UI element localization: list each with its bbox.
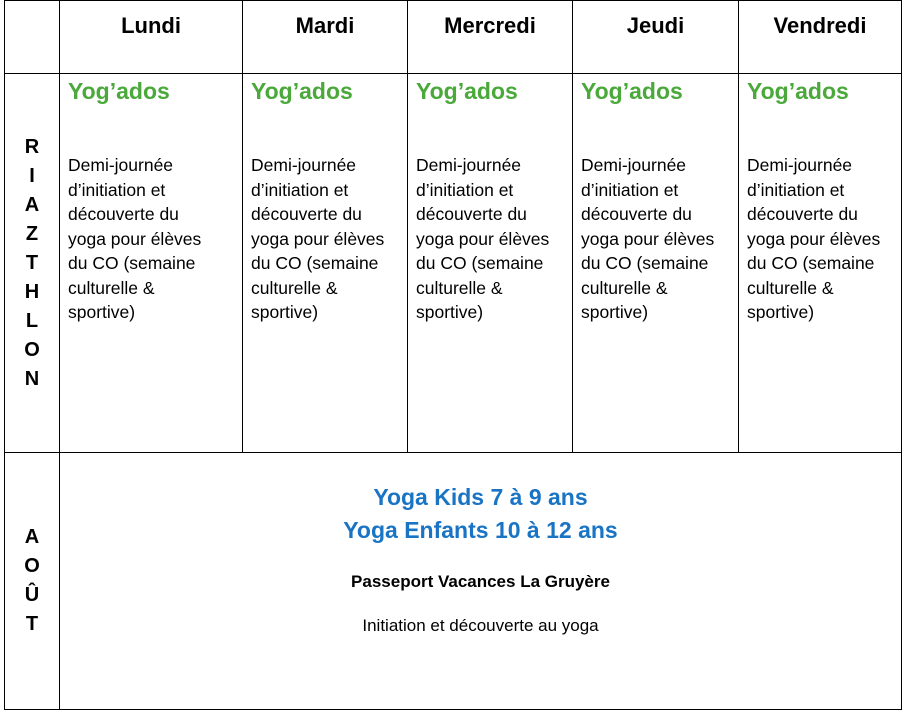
description-line: culturelle & [251,277,338,298]
day-label: Vendredi [773,13,867,38]
corner-cell [5,1,60,74]
description-line: découverte du [68,204,179,224]
day-label: Jeudi [626,13,685,38]
day-label: Mardi [295,13,355,38]
row-label-letter: L [25,309,39,332]
description-line: culturelle & [747,277,834,298]
aout-content-cell [60,453,902,710]
description-line: sportive) [747,302,815,322]
description-line: découverte du [747,204,858,224]
riazthlon-row-label [5,74,60,453]
row-label-letter: Z [25,222,39,245]
activity-title: Yog’ados [251,78,353,104]
description-line: d’initiation et [581,179,679,200]
description-line: d’initiation et [416,179,514,200]
description-line: découverte du [416,204,527,224]
description-line: du CO (semaine [581,253,709,273]
description-line: culturelle & [68,277,155,298]
description-line: culturelle & [416,277,503,298]
aout-row-label [5,453,60,710]
schedule-cell-mardi [243,74,408,453]
day-label: Mercredi [444,13,536,38]
riazthlon-row [5,74,902,453]
activity-title: Yog’ados [416,78,518,104]
program-title-enfants: Yoga Enfants 10 à 12 ans [343,517,618,543]
activity-description [581,153,732,325]
header-row [5,1,902,74]
activity-title: Yog’ados [68,78,170,104]
description-line: d’initiation et [251,179,349,200]
row-label-letter: Û [24,584,40,606]
description-line: yoga pour élèves [68,228,202,249]
description-line: du CO (semaine [747,253,875,273]
row-label-letter: R [24,135,40,158]
description-line: d’initiation et [747,179,845,200]
day-header-lundi [60,1,243,74]
row-label-letter: I [29,164,35,187]
activity-description [747,153,895,325]
aout-row [5,453,902,710]
row-label-letter: A [24,193,40,216]
description-line: Demi-journée [68,155,174,175]
description-line: yoga pour élèves [581,228,715,249]
description-line: Demi-journée [251,155,357,175]
program-title-kids: Yoga Kids 7 à 9 ans [373,484,588,510]
description-line: du CO (semaine [416,253,544,273]
activity-title: Yog’ados [747,78,849,104]
description-line: d’initiation et [68,179,166,200]
day-header-mercredi [408,1,573,74]
schedule-cell-mercredi [408,74,573,453]
description-line: découverte du [581,204,692,224]
description-line: culturelle & [581,277,668,298]
description-line: Demi-journée [581,155,687,175]
description-line: découverte du [251,204,362,224]
row-label-letter: H [24,280,40,303]
description-line: du CO (semaine [68,253,196,273]
activity-title: Yog’ados [581,78,683,104]
description-line: Demi-journée [747,155,853,175]
day-header-jeudi [573,1,739,74]
description-line: yoga pour élèves [416,228,550,249]
description-line: sportive) [68,302,136,322]
description-line: yoga pour élèves [251,228,385,249]
program-subtitle: Passeport Vacances La Gruyère [351,572,610,591]
activity-description [68,153,236,325]
schedule-cell-vendredi [739,74,902,453]
row-label-letter: T [25,613,39,635]
description-line: du CO (semaine [251,253,379,273]
program-description: Initiation et découverte au yoga [362,616,599,635]
description-line: Demi-journée [416,155,522,175]
row-label-letter: T [25,251,39,274]
day-label: Lundi [121,13,181,38]
description-line: sportive) [251,302,319,322]
row-label-letter: N [24,367,40,390]
description-line: yoga pour élèves [747,228,881,249]
activity-description [416,153,566,325]
row-label-letter: O [24,338,40,361]
schedule-cell-jeudi [573,74,739,453]
day-header-mardi [243,1,408,74]
row-label-letter: A [24,526,40,548]
description-line: sportive) [416,302,484,322]
activity-description [251,153,401,325]
day-header-vendredi [739,1,902,74]
row-label-letter: O [24,555,40,577]
schedule-cell-lundi [60,74,243,453]
schedule-table [4,0,902,710]
description-line: sportive) [581,302,649,322]
